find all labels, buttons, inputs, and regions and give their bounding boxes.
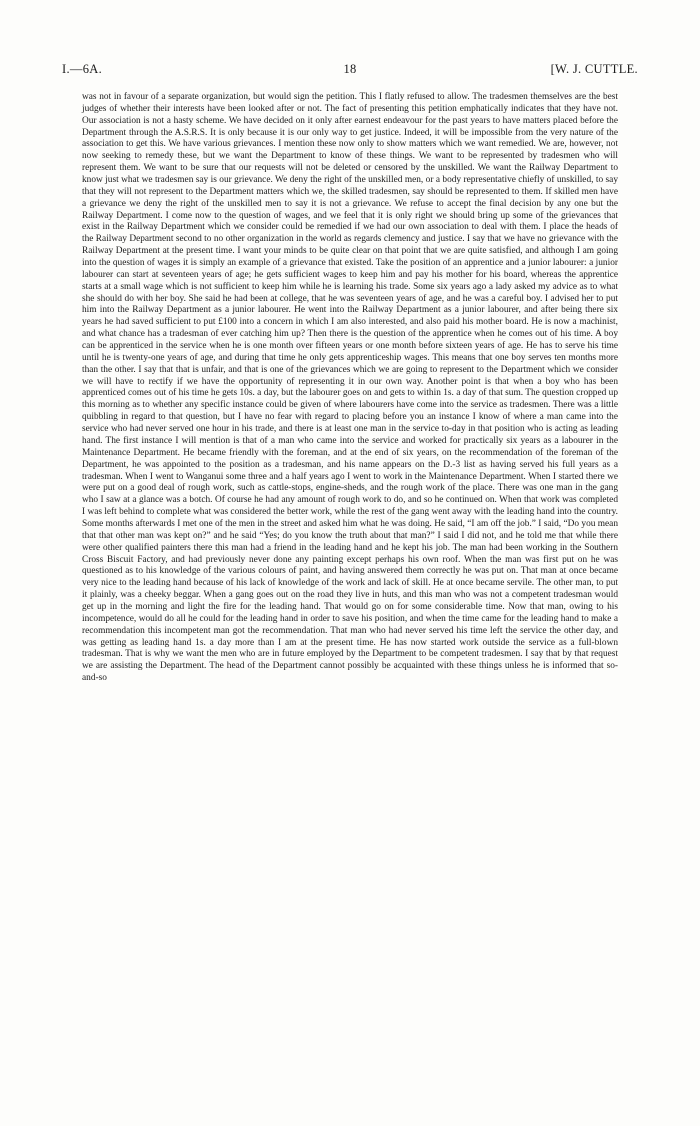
speaker-name: [W. J. CUTTLE. (550, 62, 638, 76)
page-number: 18 (343, 62, 357, 76)
body-text (82, 92, 618, 685)
page-header (62, 62, 638, 82)
body-paragraph: was not in favour of a separate organization, but would sign the petition. This I flatly refused to allow. The tradesmen themselves are the best judges of whether their interests have been looked after or not. The fact of presenting this petition emphatically indicates that they have not. Our association is not a hasty scheme. We have decided on it only after earnest endeavour for the past years to have matters placed before the Department through the A.S.R.S. It is only because it is our only way to get justice. Indeed, it will be impossible from the very nature of the association to get this. We have various grievances. I mention these now only to show matters which we want remedied. We are, however, not now seeking to remedy these, but we want the Department to know of these things. We want to be represented by tradesmen who will represent them. We want to be sure that our requests will not be deleted or censored by the unskilled. We want the Railway Department to know just what we tradesmen say is our grievance. We deny the right of the unskilled men, or a body representative chiefly of unskilled, to say that they will not represent to the Department matters which we, the skilled tradesmen, say should be represented to them. If skilled men have a grievance we deny the right of the unskilled men to say it is not a grievance. We refuse to accept the final decision by any one but the Railway Department. I come now to the question of wages, and we feel that it is only right we should bring up some of the grievances that exist in the Railway Department which we consider could be remedied if we had our own association to deal with them. I place the heads of the Railway Department second to no other organization in the world as regards clemency and justice. I say that we have no grievance with the Railway Department at the present time. I want your minds to be quite clear on that point that we are quite satisfied, and although I am going into the question of wages it is simply an example of a grievance that existed. Take the position of an apprentice and a junior labourer: a junior labourer can start at seventeen years of age; he gets sufficient wages to keep him and pay his mother for his board, whereas the apprentice starts at a small wage which is not sufficient to keep him while he is learning his trade. Some six years ago a lady asked my advice as to what she should do with her boy. She said he had been at college, that he was seventeen years of age, and he was a careful boy. I advised her to put him into the Railway Department as a junior labourer. He went into the Railway Department as a junior labourer, and after being there six years he had saved sufficient to put £100 into a concern in which I am also interested, and also paid his mother board. He is now a machinist, and what chance has a tradesman of ever catching him up? Then there is the question of the apprentice when he comes out of his time. A boy can be apprenticed in the service when he is one month over fifteen years or one month before sixteen years of age. He has to serve his time until he is twenty-one years of age, and during that time he only gets apprenticeship wages. This means that one boy serves ten months more than the other. I say that that is unfair, and that is one of the grievances which we are going to represent to the Department which we consider we will have to rectify if we have the opportunity of representing it in our own way. Another point is that when a boy who has been apprenticed comes out of his time he gets 10s. a day, but the labourer goes on and gets to within 1s. a day of that sum. The question cropped up this morning as to whether any specific instance could be given of where labourers have come into the service as tradesmen. There was a little quibbling in regard to that question, but I have no fear with regard to placing before you an instance I know of where a man came into the service who had never served one hour in his trade, and there is at least one man in the service to-day in that position who is acting as leading hand. The first instance I will mention is that of a man who came into the service and worked for practically six years as a labourer in the Maintenance Department. He became friendly with the foreman, and at the end of six years, on the recommendation of the foreman of the Department, he was appointed to the position as a tradesman, and his name appears on the D.-3 list as having served his full years as a tradesman. When I went to Wanganui some three and a half years ago I went to work in the Maintenance Department. When I started there we were put on a good deal of rough work, such as cattle-stops, engine-sheds, and the rough work of the place. There was one man in the gang who I saw at a glance was a botch. Of course he had any amount of rough work to do, and so he continued on. When that work was completed I was left behind to complete what was considered the better work, while the rest of the gang went away with the leading hand into the country. Some months afterwards I met one of the men in the street and asked him what he was doing. He said, “I am off the job.” I said, “Do you mean that that other man was kept on?” and he said “Yes; do you know the truth about that man?” I said I did not, and he told me that while there were other qualified painters there this man had a friend in the leading hand and he kept his job. The man had been working in the Southern Cross Biscuit Factory, and had previously never done any painting except perhaps his own roof. When the man was first put on he was questioned as to his knowledge of the various colours of paint, and having answered them correctly he was put on. That man at once became very nice to the leading hand because of his lack of knowledge of the work and lack of skill. He at once became servile. The other man, to put it plainly, was a cheeky beggar. When a gang goes out on the road they live in huts, and this man who was not a competent tradesman would get up in the morning and light the fire for the leading hand. That would go on for some considerable time. Now that man, owing to his incompetence, would do all he could for the leading hand in order to save his position, and when the time came for the leading hand to make a recommendation this incompetent man got the recommendation. That man who had never served his time left the service the other day, and was getting as leading hand 1s. a day more than I am at the present time. He has now started work outside the service as a full-blown tradesman. That is why we want the men who are in future employed by the Department to be competent tradesmen. I say that by that request we are assisting the Department. The head of the Department cannot possibly be acquainted with these things unless he is informed that so-and-so (82, 92, 618, 684)
document-reference: I.—6A. (62, 62, 102, 76)
